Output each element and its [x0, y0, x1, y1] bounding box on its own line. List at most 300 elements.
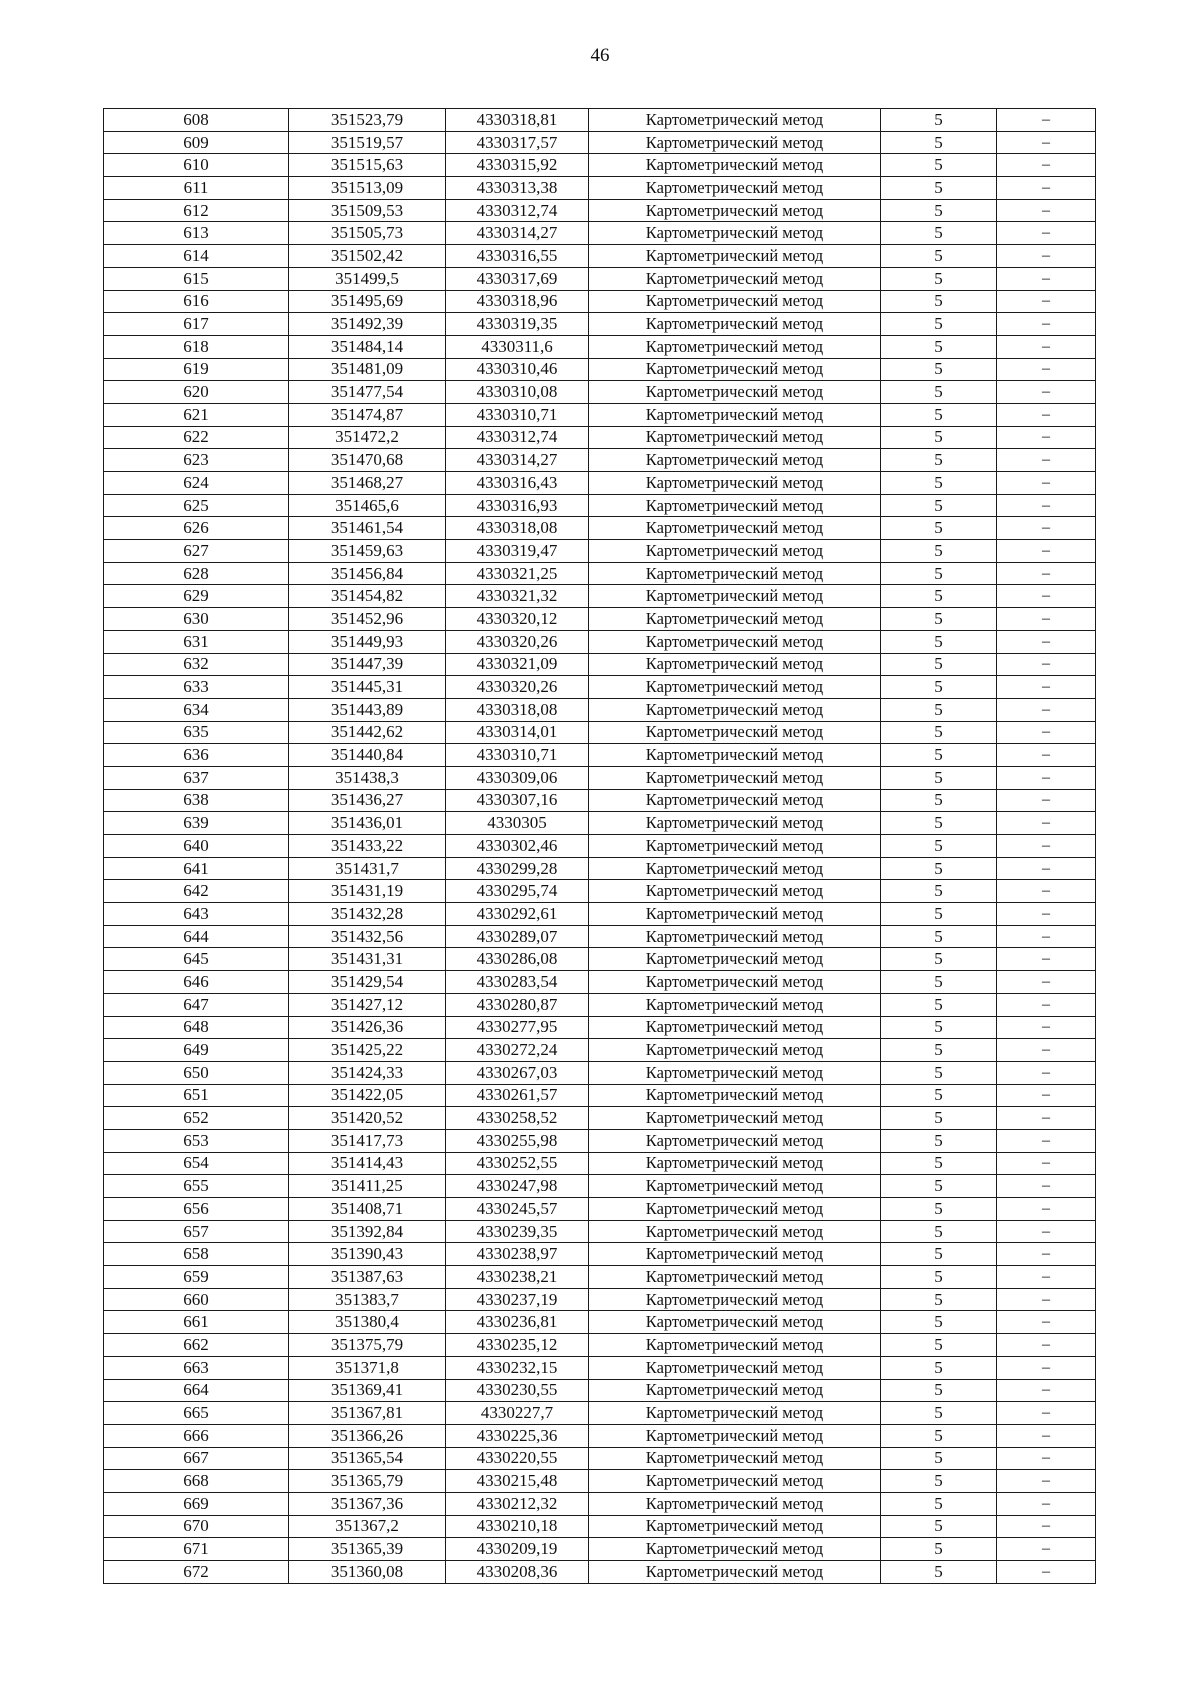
- y-coordinate-cell: 4330315,92: [446, 154, 589, 177]
- method-cell: Картометрический метод: [589, 426, 881, 449]
- dash-cell: –: [997, 335, 1096, 358]
- dash-cell: –: [997, 1379, 1096, 1402]
- method-cell: Картометрический метод: [589, 812, 881, 835]
- point-number-cell: 650: [104, 1061, 289, 1084]
- point-number-cell: 667: [104, 1447, 289, 1470]
- y-coordinate-cell: 4330320,26: [446, 630, 589, 653]
- dash-cell: –: [997, 1039, 1096, 1062]
- x-coordinate-cell: 351456,84: [289, 562, 446, 585]
- point-number-cell: 611: [104, 177, 289, 200]
- table-row: [104, 1447, 1096, 1470]
- method-cell: Картометрический метод: [589, 1515, 881, 1538]
- method-cell: Картометрический метод: [589, 313, 881, 336]
- y-coordinate-cell: 4330321,25: [446, 562, 589, 585]
- x-coordinate-cell: 351519,57: [289, 131, 446, 154]
- y-coordinate-cell: 4330310,08: [446, 381, 589, 404]
- accuracy-cell: 5: [881, 1084, 997, 1107]
- point-number-cell: 666: [104, 1424, 289, 1447]
- table-row: [104, 812, 1096, 835]
- point-number-cell: 669: [104, 1492, 289, 1515]
- point-number-cell: 649: [104, 1039, 289, 1062]
- dash-cell: –: [997, 1129, 1096, 1152]
- dash-cell: –: [997, 1470, 1096, 1493]
- y-coordinate-cell: 4330261,57: [446, 1084, 589, 1107]
- y-coordinate-cell: 4330314,01: [446, 721, 589, 744]
- accuracy-cell: 5: [881, 585, 997, 608]
- table-row: [104, 358, 1096, 381]
- table-row: [104, 199, 1096, 222]
- method-cell: Картометрический метод: [589, 1334, 881, 1357]
- method-cell: Картометрический метод: [589, 1379, 881, 1402]
- y-coordinate-cell: 4330310,46: [446, 358, 589, 381]
- point-number-cell: 656: [104, 1198, 289, 1221]
- method-cell: Картометрический метод: [589, 698, 881, 721]
- y-coordinate-cell: 4330230,55: [446, 1379, 589, 1402]
- x-coordinate-cell: 351459,63: [289, 540, 446, 563]
- dash-cell: –: [997, 1402, 1096, 1425]
- table-row: [104, 562, 1096, 585]
- point-number-cell: 648: [104, 1016, 289, 1039]
- y-coordinate-cell: 4330321,09: [446, 653, 589, 676]
- method-cell: Картометрический метод: [589, 903, 881, 926]
- point-number-cell: 639: [104, 812, 289, 835]
- table-row: [104, 835, 1096, 858]
- x-coordinate-cell: 351431,31: [289, 948, 446, 971]
- table-row: [104, 290, 1096, 313]
- table-row: [104, 630, 1096, 653]
- y-coordinate-cell: 4330210,18: [446, 1515, 589, 1538]
- accuracy-cell: 5: [881, 177, 997, 200]
- accuracy-cell: 5: [881, 494, 997, 517]
- y-coordinate-cell: 4330215,48: [446, 1470, 589, 1493]
- y-coordinate-cell: 4330320,12: [446, 608, 589, 631]
- y-coordinate-cell: 4330309,06: [446, 766, 589, 789]
- accuracy-cell: 5: [881, 1061, 997, 1084]
- accuracy-cell: 5: [881, 1447, 997, 1470]
- table-row: [104, 177, 1096, 200]
- y-coordinate-cell: 4330318,08: [446, 517, 589, 540]
- method-cell: Картометрический метод: [589, 177, 881, 200]
- dash-cell: –: [997, 426, 1096, 449]
- point-number-cell: 647: [104, 993, 289, 1016]
- coordinates-table: [103, 108, 1096, 1584]
- accuracy-cell: 5: [881, 1492, 997, 1515]
- dash-cell: –: [997, 835, 1096, 858]
- table-row: [104, 766, 1096, 789]
- x-coordinate-cell: 351369,41: [289, 1379, 446, 1402]
- x-coordinate-cell: 351445,31: [289, 676, 446, 699]
- table-row: [104, 1470, 1096, 1493]
- dash-cell: –: [997, 608, 1096, 631]
- dash-cell: –: [997, 903, 1096, 926]
- x-coordinate-cell: 351367,36: [289, 1492, 446, 1515]
- accuracy-cell: 5: [881, 880, 997, 903]
- x-coordinate-cell: 351513,09: [289, 177, 446, 200]
- x-coordinate-cell: 351495,69: [289, 290, 446, 313]
- x-coordinate-cell: 351484,14: [289, 335, 446, 358]
- dash-cell: –: [997, 1538, 1096, 1561]
- method-cell: Картометрический метод: [589, 789, 881, 812]
- x-coordinate-cell: 351492,39: [289, 313, 446, 336]
- accuracy-cell: 5: [881, 1220, 997, 1243]
- dash-cell: –: [997, 154, 1096, 177]
- method-cell: Картометрический метод: [589, 608, 881, 631]
- table-row: [104, 1243, 1096, 1266]
- point-number-cell: 622: [104, 426, 289, 449]
- accuracy-cell: 5: [881, 381, 997, 404]
- y-coordinate-cell: 4330316,43: [446, 472, 589, 495]
- dash-cell: –: [997, 131, 1096, 154]
- y-coordinate-cell: 4330209,19: [446, 1538, 589, 1561]
- method-cell: Картометрический метод: [589, 1107, 881, 1130]
- method-cell: Картометрический метод: [589, 1424, 881, 1447]
- x-coordinate-cell: 351472,2: [289, 426, 446, 449]
- dash-cell: –: [997, 494, 1096, 517]
- accuracy-cell: 5: [881, 812, 997, 835]
- accuracy-cell: 5: [881, 199, 997, 222]
- method-cell: Картометрический метод: [589, 1266, 881, 1289]
- accuracy-cell: 5: [881, 358, 997, 381]
- y-coordinate-cell: 4330310,71: [446, 744, 589, 767]
- x-coordinate-cell: 351414,43: [289, 1152, 446, 1175]
- point-number-cell: 652: [104, 1107, 289, 1130]
- point-number-cell: 643: [104, 903, 289, 926]
- x-coordinate-cell: 351523,79: [289, 109, 446, 132]
- point-number-cell: 672: [104, 1561, 289, 1584]
- method-cell: Картометрический метод: [589, 971, 881, 994]
- point-number-cell: 668: [104, 1470, 289, 1493]
- x-coordinate-cell: 351408,71: [289, 1198, 446, 1221]
- accuracy-cell: 5: [881, 540, 997, 563]
- method-cell: Картометрический метод: [589, 154, 881, 177]
- dash-cell: –: [997, 403, 1096, 426]
- point-number-cell: 610: [104, 154, 289, 177]
- y-coordinate-cell: 4330321,32: [446, 585, 589, 608]
- point-number-cell: 635: [104, 721, 289, 744]
- table-row: [104, 1084, 1096, 1107]
- table-row: [104, 403, 1096, 426]
- accuracy-cell: 5: [881, 608, 997, 631]
- table-row: [104, 1107, 1096, 1130]
- point-number-cell: 645: [104, 948, 289, 971]
- table-row: [104, 789, 1096, 812]
- y-coordinate-cell: 4330319,35: [446, 313, 589, 336]
- y-coordinate-cell: 4330252,55: [446, 1152, 589, 1175]
- dash-cell: –: [997, 245, 1096, 268]
- table-row: [104, 494, 1096, 517]
- accuracy-cell: 5: [881, 131, 997, 154]
- x-coordinate-cell: 351465,6: [289, 494, 446, 517]
- dash-cell: –: [997, 1288, 1096, 1311]
- accuracy-cell: 5: [881, 222, 997, 245]
- table-row: [104, 1061, 1096, 1084]
- point-number-cell: 653: [104, 1129, 289, 1152]
- table-row: [104, 1379, 1096, 1402]
- y-coordinate-cell: 4330220,55: [446, 1447, 589, 1470]
- method-cell: Картометрический метод: [589, 562, 881, 585]
- dash-cell: –: [997, 1266, 1096, 1289]
- table-row: [104, 721, 1096, 744]
- accuracy-cell: 5: [881, 426, 997, 449]
- x-coordinate-cell: 351432,28: [289, 903, 446, 926]
- dash-cell: –: [997, 562, 1096, 585]
- x-coordinate-cell: 351481,09: [289, 358, 446, 381]
- dash-cell: –: [997, 267, 1096, 290]
- method-cell: Картометрический метод: [589, 1152, 881, 1175]
- point-number-cell: 615: [104, 267, 289, 290]
- accuracy-cell: 5: [881, 1288, 997, 1311]
- table-row: [104, 267, 1096, 290]
- point-number-cell: 638: [104, 789, 289, 812]
- point-number-cell: 627: [104, 540, 289, 563]
- table-row: [104, 1515, 1096, 1538]
- method-cell: Картометрический метод: [589, 290, 881, 313]
- method-cell: Картометрический метод: [589, 199, 881, 222]
- x-coordinate-cell: 351367,81: [289, 1402, 446, 1425]
- method-cell: Картометрический метод: [589, 403, 881, 426]
- y-coordinate-cell: 4330302,46: [446, 835, 589, 858]
- method-cell: Картометрический метод: [589, 1220, 881, 1243]
- table-row: [104, 857, 1096, 880]
- y-coordinate-cell: 4330208,36: [446, 1561, 589, 1584]
- y-coordinate-cell: 4330316,55: [446, 245, 589, 268]
- point-number-cell: 646: [104, 971, 289, 994]
- point-number-cell: 657: [104, 1220, 289, 1243]
- dash-cell: –: [997, 1561, 1096, 1584]
- method-cell: Картометрический метод: [589, 381, 881, 404]
- dash-cell: –: [997, 1243, 1096, 1266]
- x-coordinate-cell: 351420,52: [289, 1107, 446, 1130]
- table-row: [104, 517, 1096, 540]
- dash-cell: –: [997, 585, 1096, 608]
- x-coordinate-cell: 351468,27: [289, 472, 446, 495]
- accuracy-cell: 5: [881, 517, 997, 540]
- table-row: [104, 903, 1096, 926]
- table-row: [104, 1129, 1096, 1152]
- accuracy-cell: 5: [881, 403, 997, 426]
- method-cell: Картометрический метод: [589, 925, 881, 948]
- table-row: [104, 948, 1096, 971]
- x-coordinate-cell: 351440,84: [289, 744, 446, 767]
- point-number-cell: 621: [104, 403, 289, 426]
- point-number-cell: 609: [104, 131, 289, 154]
- y-coordinate-cell: 4330319,47: [446, 540, 589, 563]
- method-cell: Картометрический метод: [589, 494, 881, 517]
- table-row: [104, 1016, 1096, 1039]
- page-number: 46: [590, 45, 610, 66]
- method-cell: Картометрический метод: [589, 472, 881, 495]
- x-coordinate-cell: 351515,63: [289, 154, 446, 177]
- accuracy-cell: 5: [881, 290, 997, 313]
- y-coordinate-cell: 4330245,57: [446, 1198, 589, 1221]
- y-coordinate-cell: 4330238,21: [446, 1266, 589, 1289]
- dash-cell: –: [997, 971, 1096, 994]
- point-number-cell: 640: [104, 835, 289, 858]
- dash-cell: –: [997, 948, 1096, 971]
- x-coordinate-cell: 351505,73: [289, 222, 446, 245]
- accuracy-cell: 5: [881, 267, 997, 290]
- accuracy-cell: 5: [881, 925, 997, 948]
- table-row: [104, 1198, 1096, 1221]
- y-coordinate-cell: 4330310,71: [446, 403, 589, 426]
- accuracy-cell: 5: [881, 1424, 997, 1447]
- dash-cell: –: [997, 1356, 1096, 1379]
- y-coordinate-cell: 4330292,61: [446, 903, 589, 926]
- method-cell: Картометрический метод: [589, 653, 881, 676]
- accuracy-cell: 5: [881, 1175, 997, 1198]
- x-coordinate-cell: 351365,39: [289, 1538, 446, 1561]
- method-cell: Картометрический метод: [589, 630, 881, 653]
- point-number-cell: 662: [104, 1334, 289, 1357]
- accuracy-cell: 5: [881, 472, 997, 495]
- point-number-cell: 616: [104, 290, 289, 313]
- dash-cell: –: [997, 1084, 1096, 1107]
- point-number-cell: 665: [104, 1402, 289, 1425]
- method-cell: Картометрический метод: [589, 1175, 881, 1198]
- table-row: [104, 1288, 1096, 1311]
- method-cell: Картометрический метод: [589, 222, 881, 245]
- x-coordinate-cell: 351365,79: [289, 1470, 446, 1493]
- point-number-cell: 620: [104, 381, 289, 404]
- method-cell: Картометрический метод: [589, 857, 881, 880]
- method-cell: Картометрический метод: [589, 1084, 881, 1107]
- y-coordinate-cell: 4330299,28: [446, 857, 589, 880]
- y-coordinate-cell: 4330255,98: [446, 1129, 589, 1152]
- point-number-cell: 624: [104, 472, 289, 495]
- dash-cell: –: [997, 698, 1096, 721]
- accuracy-cell: 5: [881, 1266, 997, 1289]
- y-coordinate-cell: 4330272,24: [446, 1039, 589, 1062]
- point-number-cell: 619: [104, 358, 289, 381]
- dash-cell: –: [997, 676, 1096, 699]
- method-cell: Картометрический метод: [589, 1470, 881, 1493]
- y-coordinate-cell: 4330318,08: [446, 698, 589, 721]
- method-cell: Картометрический метод: [589, 1016, 881, 1039]
- y-coordinate-cell: 4330277,95: [446, 1016, 589, 1039]
- method-cell: Картометрический метод: [589, 1039, 881, 1062]
- accuracy-cell: 5: [881, 1152, 997, 1175]
- x-coordinate-cell: 351392,84: [289, 1220, 446, 1243]
- method-cell: Картометрический метод: [589, 449, 881, 472]
- point-number-cell: 659: [104, 1266, 289, 1289]
- accuracy-cell: 5: [881, 109, 997, 132]
- x-coordinate-cell: 351375,79: [289, 1334, 446, 1357]
- accuracy-cell: 5: [881, 903, 997, 926]
- y-coordinate-cell: 4330232,15: [446, 1356, 589, 1379]
- accuracy-cell: 5: [881, 948, 997, 971]
- method-cell: Картометрический метод: [589, 1447, 881, 1470]
- table-row: [104, 1175, 1096, 1198]
- dash-cell: –: [997, 1492, 1096, 1515]
- point-number-cell: 612: [104, 199, 289, 222]
- method-cell: Картометрический метод: [589, 540, 881, 563]
- y-coordinate-cell: 4330239,35: [446, 1220, 589, 1243]
- table-row: [104, 1492, 1096, 1515]
- accuracy-cell: 5: [881, 857, 997, 880]
- y-coordinate-cell: 4330212,32: [446, 1492, 589, 1515]
- y-coordinate-cell: 4330236,81: [446, 1311, 589, 1334]
- y-coordinate-cell: 4330318,81: [446, 109, 589, 132]
- table-row: [104, 925, 1096, 948]
- x-coordinate-cell: 351447,39: [289, 653, 446, 676]
- method-cell: Картометрический метод: [589, 131, 881, 154]
- dash-cell: –: [997, 449, 1096, 472]
- table-row: [104, 1424, 1096, 1447]
- accuracy-cell: 5: [881, 154, 997, 177]
- point-number-cell: 664: [104, 1379, 289, 1402]
- method-cell: Картометрический метод: [589, 1538, 881, 1561]
- dash-cell: –: [997, 880, 1096, 903]
- accuracy-cell: 5: [881, 1311, 997, 1334]
- y-coordinate-cell: 4330305: [446, 812, 589, 835]
- table-row: [104, 245, 1096, 268]
- point-number-cell: 629: [104, 585, 289, 608]
- point-number-cell: 637: [104, 766, 289, 789]
- dash-cell: –: [997, 857, 1096, 880]
- method-cell: Картометрический метод: [589, 585, 881, 608]
- x-coordinate-cell: 351436,01: [289, 812, 446, 835]
- y-coordinate-cell: 4330238,97: [446, 1243, 589, 1266]
- x-coordinate-cell: 351477,54: [289, 381, 446, 404]
- dash-cell: –: [997, 222, 1096, 245]
- accuracy-cell: 5: [881, 1129, 997, 1152]
- dash-cell: –: [997, 1311, 1096, 1334]
- accuracy-cell: 5: [881, 698, 997, 721]
- point-number-cell: 632: [104, 653, 289, 676]
- x-coordinate-cell: 351442,62: [289, 721, 446, 744]
- x-coordinate-cell: 351411,25: [289, 1175, 446, 1198]
- y-coordinate-cell: 4330235,12: [446, 1334, 589, 1357]
- dash-cell: –: [997, 109, 1096, 132]
- dash-cell: –: [997, 1061, 1096, 1084]
- dash-cell: –: [997, 1424, 1096, 1447]
- dash-cell: –: [997, 1334, 1096, 1357]
- y-coordinate-cell: 4330318,96: [446, 290, 589, 313]
- point-number-cell: 663: [104, 1356, 289, 1379]
- method-cell: Картометрический метод: [589, 1311, 881, 1334]
- point-number-cell: 660: [104, 1288, 289, 1311]
- y-coordinate-cell: 4330312,74: [446, 199, 589, 222]
- table-row: [104, 744, 1096, 767]
- accuracy-cell: 5: [881, 1402, 997, 1425]
- y-coordinate-cell: 4330227,7: [446, 1402, 589, 1425]
- table-row: [104, 335, 1096, 358]
- accuracy-cell: 5: [881, 1561, 997, 1584]
- y-coordinate-cell: 4330313,38: [446, 177, 589, 200]
- y-coordinate-cell: 4330289,07: [446, 925, 589, 948]
- point-number-cell: 625: [104, 494, 289, 517]
- dash-cell: –: [997, 177, 1096, 200]
- y-coordinate-cell: 4330314,27: [446, 222, 589, 245]
- table-row: [104, 585, 1096, 608]
- y-coordinate-cell: 4330307,16: [446, 789, 589, 812]
- accuracy-cell: 5: [881, 676, 997, 699]
- table-row: [104, 1039, 1096, 1062]
- accuracy-cell: 5: [881, 993, 997, 1016]
- dash-cell: –: [997, 1198, 1096, 1221]
- accuracy-cell: 5: [881, 245, 997, 268]
- dash-cell: –: [997, 766, 1096, 789]
- x-coordinate-cell: 351461,54: [289, 517, 446, 540]
- point-number-cell: 654: [104, 1152, 289, 1175]
- x-coordinate-cell: 351371,8: [289, 1356, 446, 1379]
- dash-cell: –: [997, 1152, 1096, 1175]
- x-coordinate-cell: 351454,82: [289, 585, 446, 608]
- method-cell: Картометрический метод: [589, 358, 881, 381]
- table-row: [104, 653, 1096, 676]
- point-number-cell: 630: [104, 608, 289, 631]
- method-cell: Картометрический метод: [589, 109, 881, 132]
